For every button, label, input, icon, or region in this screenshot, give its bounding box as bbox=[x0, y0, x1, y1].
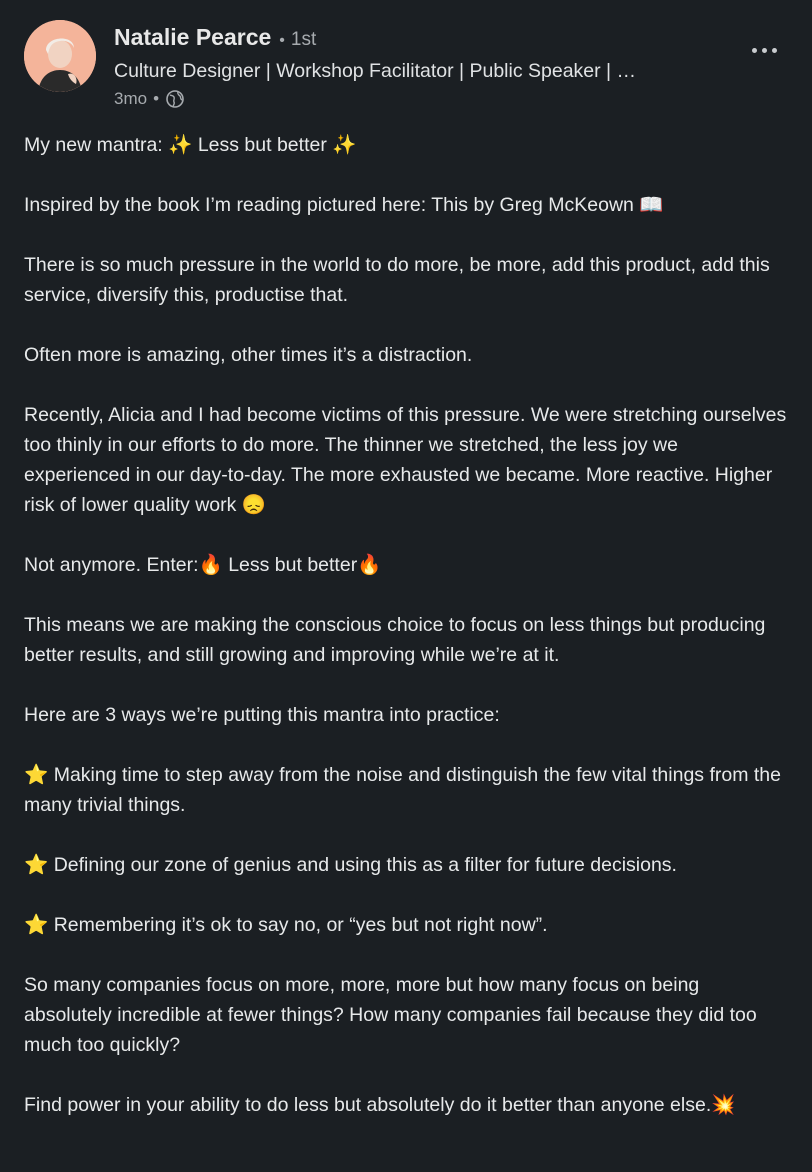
meta-separator: • bbox=[153, 89, 160, 108]
more-horizontal-icon bbox=[762, 48, 767, 53]
post-meta bbox=[114, 87, 728, 111]
more-horizontal-icon bbox=[772, 48, 777, 53]
post-paragraph: ⭐ Remembering it’s ok to say no, or “yes but not right now”. bbox=[24, 914, 548, 936]
post-paragraph: Not anymore. Enter:🔥 Less but better🔥 bbox=[24, 554, 382, 576]
post-paragraph: This means we are making the conscious choice to focus on less things but producing better results, and still growing and improving while we’re at it. bbox=[24, 614, 766, 666]
connection-degree: 1st bbox=[290, 29, 317, 50]
more-options-button[interactable] bbox=[742, 32, 786, 68]
post-body bbox=[24, 130, 788, 1120]
globe-icon bbox=[165, 89, 185, 109]
post-header bbox=[24, 20, 788, 116]
avatar[interactable] bbox=[24, 20, 96, 92]
post-paragraph: Often more is amazing, other times it’s a distraction. bbox=[24, 344, 473, 366]
name-row bbox=[114, 24, 728, 56]
author-info bbox=[114, 24, 728, 111]
post-paragraph: Inspired by the book I’m reading pictured here: This by Greg McKeown 📖 bbox=[24, 194, 664, 216]
name-separator: • bbox=[279, 32, 285, 49]
more-horizontal-icon bbox=[752, 48, 757, 53]
post-paragraph: My new mantra: ✨ Less but better ✨ bbox=[24, 134, 357, 156]
post-paragraph: ⭐ Making time to step away from the noise and distinguish the few vital things from the many trivial things. bbox=[24, 764, 781, 816]
post-paragraph: Recently, Alicia and I had become victims of this pressure. We were stretching ourselves too thinly in our efforts to do more. The thinner we stretched, the less joy we experienced in our day-to-day. The more exhausted we became. More reactive. Higher risk of lower quality work 😞 bbox=[24, 404, 787, 516]
post-paragraph: There is so much pressure in the world to do more, be more, add this product, add this service, diversify this, productise that. bbox=[24, 254, 770, 306]
post-timestamp[interactable]: 3mo bbox=[114, 89, 148, 108]
post-paragraph: Find power in your ability to do less but absolutely do it better than anyone else.💥 bbox=[24, 1094, 736, 1116]
post-paragraph: ⭐ Defining our zone of genius and using this as a filter for future decisions. bbox=[24, 854, 677, 876]
post-paragraph: So many companies focus on more, more, more but how many focus on being absolutely incredible at fewer things? How many companies fail because they did too much too quickly? bbox=[24, 974, 757, 1056]
author-headline: Culture Designer | Workshop Facilitator | Public Speaker | … bbox=[114, 60, 637, 82]
post-paragraph: Here are 3 ways we’re putting this mantra into practice: bbox=[24, 704, 500, 726]
avatar-image bbox=[24, 20, 96, 92]
author-name[interactable]: Natalie Pearce bbox=[114, 24, 272, 50]
